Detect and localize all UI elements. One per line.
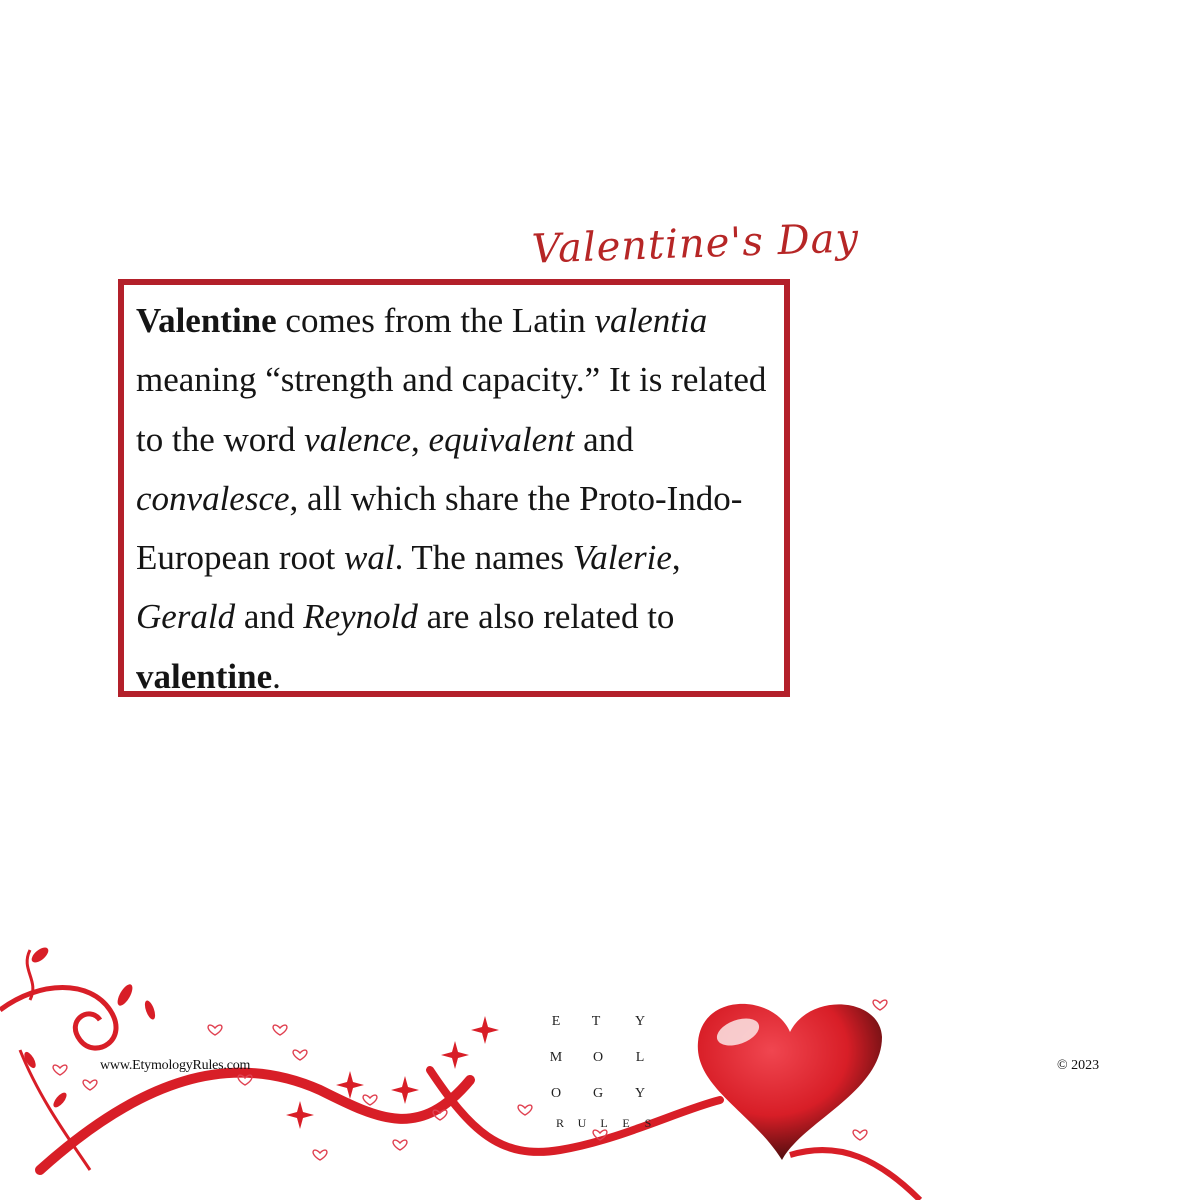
heart-icon — [692, 992, 888, 1162]
etymology-rules-logo — [548, 1014, 660, 1134]
text-segment: , — [671, 538, 681, 578]
logo-letter: Y — [634, 1014, 646, 1029]
logo-letter: O — [592, 1050, 604, 1065]
text-segment: are also related to — [417, 597, 675, 637]
logo-letter: L — [600, 1116, 608, 1130]
text-segment: . — [272, 656, 281, 696]
italic-term: wal — [343, 538, 395, 578]
sparkle-icon — [286, 1016, 499, 1129]
logo-letter: O — [550, 1086, 562, 1101]
definition-text — [136, 291, 786, 706]
italic-term: valentia — [594, 301, 708, 340]
script-title: Valentine's Day — [531, 215, 860, 273]
text-segment: , — [411, 419, 429, 459]
copyright-notice: © 2023 — [1057, 1058, 1100, 1073]
bold-term: valentine — [136, 656, 273, 696]
logo-letter: M — [549, 1050, 563, 1065]
leaf-ornaments — [22, 945, 157, 1110]
text-segment: comes from the Latin — [276, 301, 595, 340]
logo-letter: R — [555, 1116, 564, 1130]
website-url[interactable]: www.EtymologyRules.com — [100, 1058, 251, 1073]
definition-card — [118, 279, 790, 697]
bold-term: Valentine — [136, 301, 277, 340]
italic-term: Gerald — [136, 597, 236, 637]
text-segment: meaning “strength and capacity.” It is related to the word — [136, 360, 767, 459]
logo-letter: E — [551, 1014, 561, 1029]
text-segment: and — [235, 597, 304, 637]
logo-letter: L — [635, 1050, 645, 1065]
italic-term: equivalent — [428, 419, 575, 459]
logo-letter: U — [577, 1116, 587, 1130]
italic-term: Valerie — [572, 538, 672, 578]
italic-term: convalesce — [136, 478, 290, 518]
text-segment: , all which share the Proto-Indo-European root — [136, 478, 743, 578]
logo-letter: S — [644, 1116, 652, 1130]
italic-term: valence — [304, 419, 412, 459]
logo-letter: Y — [634, 1086, 646, 1101]
logo-letter: E — [622, 1116, 630, 1130]
logo-letter: T — [591, 1014, 601, 1029]
text-segment: and — [574, 419, 634, 459]
italic-term: Reynold — [303, 597, 418, 637]
logo-letter: G — [592, 1086, 604, 1101]
text-segment: . The names — [394, 538, 573, 578]
swirl-ornament — [0, 988, 116, 1049]
